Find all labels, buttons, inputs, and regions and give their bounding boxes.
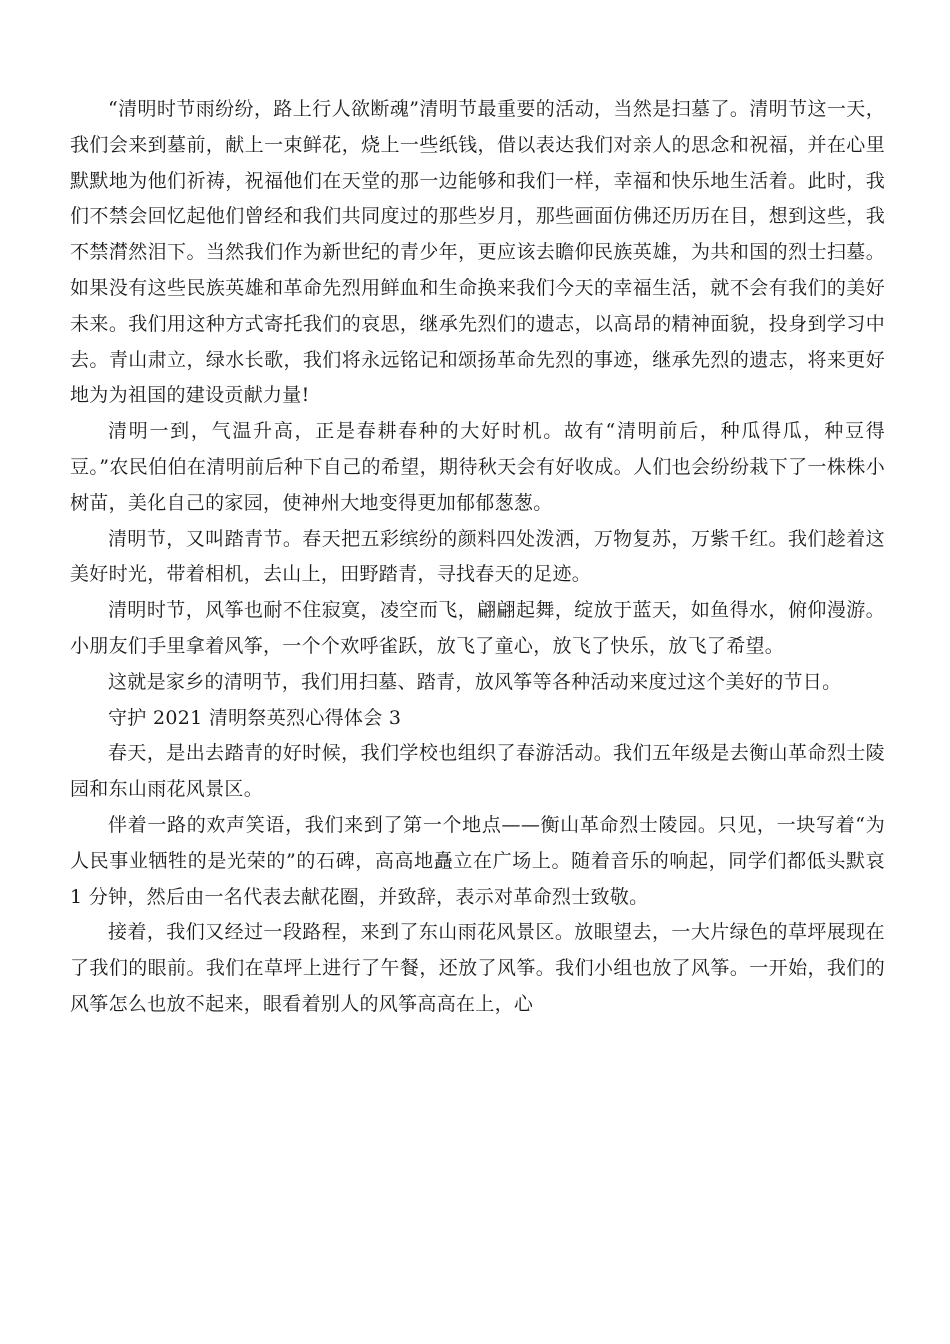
paragraph-spring-outing: 清明节，又叫踏青节。春天把五彩缤纷的颜料四处泼洒，万物复苏，万紫千红。我们趁着这美好时光，带着相机，去山上，田野踏青，寻找春天的足迹。 — [70, 527, 885, 586]
paragraph-scenic-area: 接着，我们又经过一段路程，来到了东山雨花风景区。放眼望去，一大片绿色的草坪展现在了我们的眼前。我们在草坪上进行了午餐，还放了风筝。我们小组也放了风筝。一开始，我们的风筝怎么也放不起来，眼看着别人的风筝高高在上，心 — [70, 921, 885, 1015]
section-title: 守护 2021 清明祭英烈心得体会 3 — [108, 706, 402, 729]
paragraph-kites: 清明时节，风筝也耐不住寂寞，凌空而飞，翩翩起舞，绽放于蓝天，如鱼得水，俯仰漫游。小朋友们手里拿着风筝，一个个欢呼雀跃，放飞了童心，放飞了快乐，放飞了希望。 — [70, 599, 885, 657]
paragraph-summary: 这就是家乡的清明节，我们用扫墓、踏青，放风筝等各种活动来度过这个美好的节日。 — [108, 670, 842, 693]
paragraph-spring-trip: 春天，是出去踏青的好时候，我们学校也组织了春游活动。我们五年级是去衡山革命烈士陵园和东山雨花风景区。 — [70, 742, 885, 801]
document-body — [70, 92, 885, 1023]
paragraph-martyrs-cemetery: 伴着一路的欢声笑语，我们来到了第一个地点——衡山革命烈士陵园。只见，一块写着“为人民事业牺牲的是光荣的”的石碑，高高地矗立在广场上。随着音乐的响起，同学们都低头默哀 1 分钟，然后由一名代表去献花圈，并致辞，表示对革命烈士致敬。 — [70, 813, 885, 908]
paragraph-spring-planting: 清明一到，气温升高，正是春耕春种的大好时机。故有“清明前后，种瓜得瓜，种豆得豆。”农民伯伯在清明前后种下自己的希望，期待秋天会有好收成。人们也会纷纷栽下了一株株小树苗，美化自己的家园，使神州大地变得更加郁郁葱葱。 — [70, 420, 885, 514]
paragraph-tomb-sweeping: “清明时节雨纷纷，路上行人欲断魂”清明节最重要的活动，当然是扫墓了。清明节这一天，我们会来到墓前，献上一束鲜花，烧上一些纸钱，借以表达我们对亲人的思念和祝福，并在心里默默地为他们祈祷，祝福他们在天堂的那一边能够和我们一样，幸福和快乐地生活着。此时，我们不禁会回忆起他们曾经和我们共同度过的那些岁月，那些画面仿佛还历历在目，想到这些，我不禁潸然泪下。当然我们作为新世纪的青少年，更应该去瞻仰民族英雄，为共和国的烈士扫墓。如果没有这些民族英雄和革命先烈用鲜血和生命换来我们今天的幸福生活，就不会有我们的美好未来。我们用这种方式寄托我们的哀思，继承先烈们的遗志，以高昂的精神面貌，投身到学习中去。青山肃立，绿水长歌，我们将永远铭记和颂扬革命先烈的事迹，继承先烈的遗志，将来更好地为为祖国的建设贡献力量! — [70, 98, 885, 407]
